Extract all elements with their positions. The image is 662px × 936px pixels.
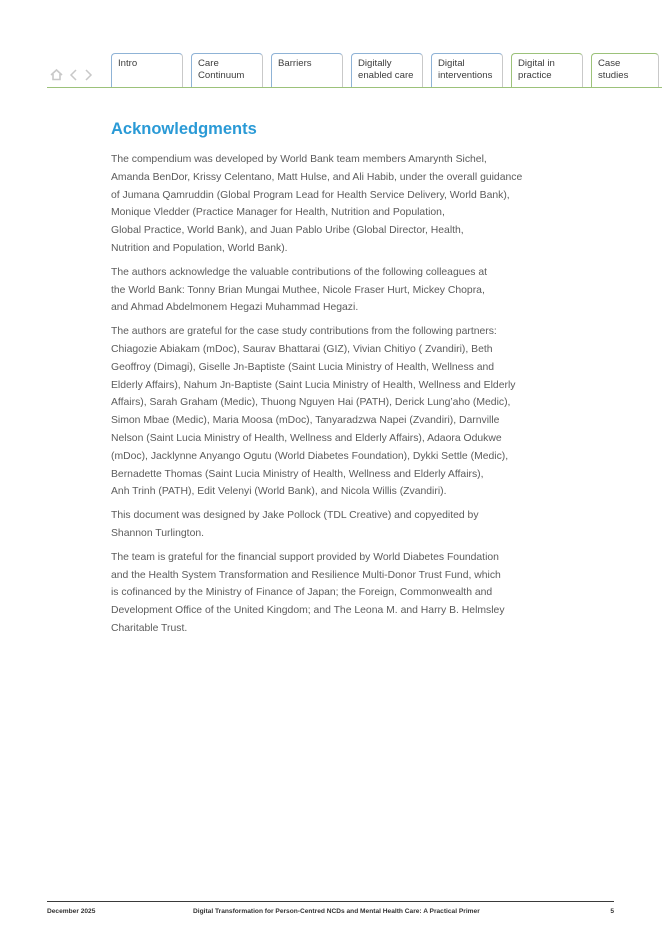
- tab-care-continuum[interactable]: [191, 53, 263, 88]
- tab-divider: [47, 87, 662, 88]
- tab-intro[interactable]: [111, 53, 183, 88]
- nav-icons: [50, 68, 93, 81]
- tab-label: Care Continuum: [198, 58, 245, 81]
- tab-digitally-enabled-care[interactable]: [351, 53, 423, 88]
- section-tabs: [111, 53, 659, 88]
- footer-document-title: Digital Transformation for Person-Centred NCDs and Mental Health Care: A Practical Primer: [193, 908, 480, 915]
- tab-label: Barriers: [278, 58, 312, 69]
- tab-case-studies[interactable]: [591, 53, 659, 88]
- tab-label: Digital interventions: [438, 58, 493, 81]
- home-icon[interactable]: [50, 68, 63, 81]
- footer-divider: [47, 901, 614, 902]
- tab-digital-in-practice[interactable]: [511, 53, 583, 88]
- paragraph: The compendium was developed by World Bank team members Amarynth Sichel, Amanda BenDor, Krissy Celentano, Matt Hulse, and Ali Habib, under the overall guidance of Jumana Qamruddin (Global Program Lead for Health Service Delivery, World Bank), Monique Vledder (Practice Manager for Health, Nutrition and Population, Global Practice, World Bank), and Juan Pablo Uribe (Global Director, Health, Nutrition and Population, World Bank).: [111, 154, 523, 254]
- tab-barriers[interactable]: [271, 53, 343, 88]
- acknowledgments-body: [111, 151, 551, 644]
- page-title: Acknowledgments: [111, 120, 257, 138]
- paragraph: The authors acknowledge the valuable contributions of the following colleagues at the World Bank: Tonny Brian Mungai Muthee, Nicole Fraser Hurt, Mickey Chopra, and Ahmad Abdelmonem Hegazi Muhammad Hegazi.: [111, 266, 488, 314]
- chevron-right-icon[interactable]: [84, 69, 93, 81]
- paragraph: The authors are grateful for the case study contributions from the following partners: Chiagozie Abiakam (mDoc), Saurav Bhattarai (GIZ), Vivian Chitiyo ( Zvandiri), Beth Geoffroy (Dimagi), Giselle Jn-Baptiste (Saint Lucia Ministry of Health, Wellness and Elderly Affairs), Nahum Jn-Baptiste (Saint Lucia Ministry of Health, Wellness and Elderly Affairs), Sarah Graham (Medic), Thuong Nguyen Hai (PATH), Derick Lung’aho (Medic), Simon Mbae (Medic), Maria Moosa (mDoc), Tanyaradzwa Napei (Zvandiri), Darnville Nelson (Saint Lucia Ministry of Health, Wellness and Elderly Affairs), Adaora Odukwe (mDoc), Jacklynne Anyango Ogutu (World Diabetes Foundation), Dykki Settle (Medic), Bernadette Thomas (Saint Lucia Ministry of Health, Wellness and Elderly Affairs), Anh Trinh (PATH), Edit Velenyi (World Bank), and Nicola Willis (Zvandiri).: [111, 326, 516, 498]
- footer-date: December 2025: [47, 908, 96, 915]
- tab-digital-interventions[interactable]: [431, 53, 503, 88]
- paragraph: This document was designed by Jake Pollock (TDL Creative) and copyedited by Shannon Turlington.: [111, 510, 479, 539]
- chevron-left-icon[interactable]: [69, 69, 78, 81]
- paragraph: The team is grateful for the financial support provided by World Diabetes Foundation and the Health System Transformation and Resilience Multi-Donor Trust Fund, which is cofinanced by the Ministry of Finance of Japan; the Foreign, Commonwealth and Development Office of the United Kingdom; and The Leona M. and Harry B. Helmsley Charitable Trust.: [111, 551, 505, 634]
- tab-label: Intro: [118, 58, 138, 69]
- tab-label: Digitally enabled care: [358, 58, 414, 81]
- tab-label: Case studies: [598, 58, 629, 81]
- page-number: 5: [610, 908, 614, 915]
- tab-label: Digital in practice: [518, 58, 555, 81]
